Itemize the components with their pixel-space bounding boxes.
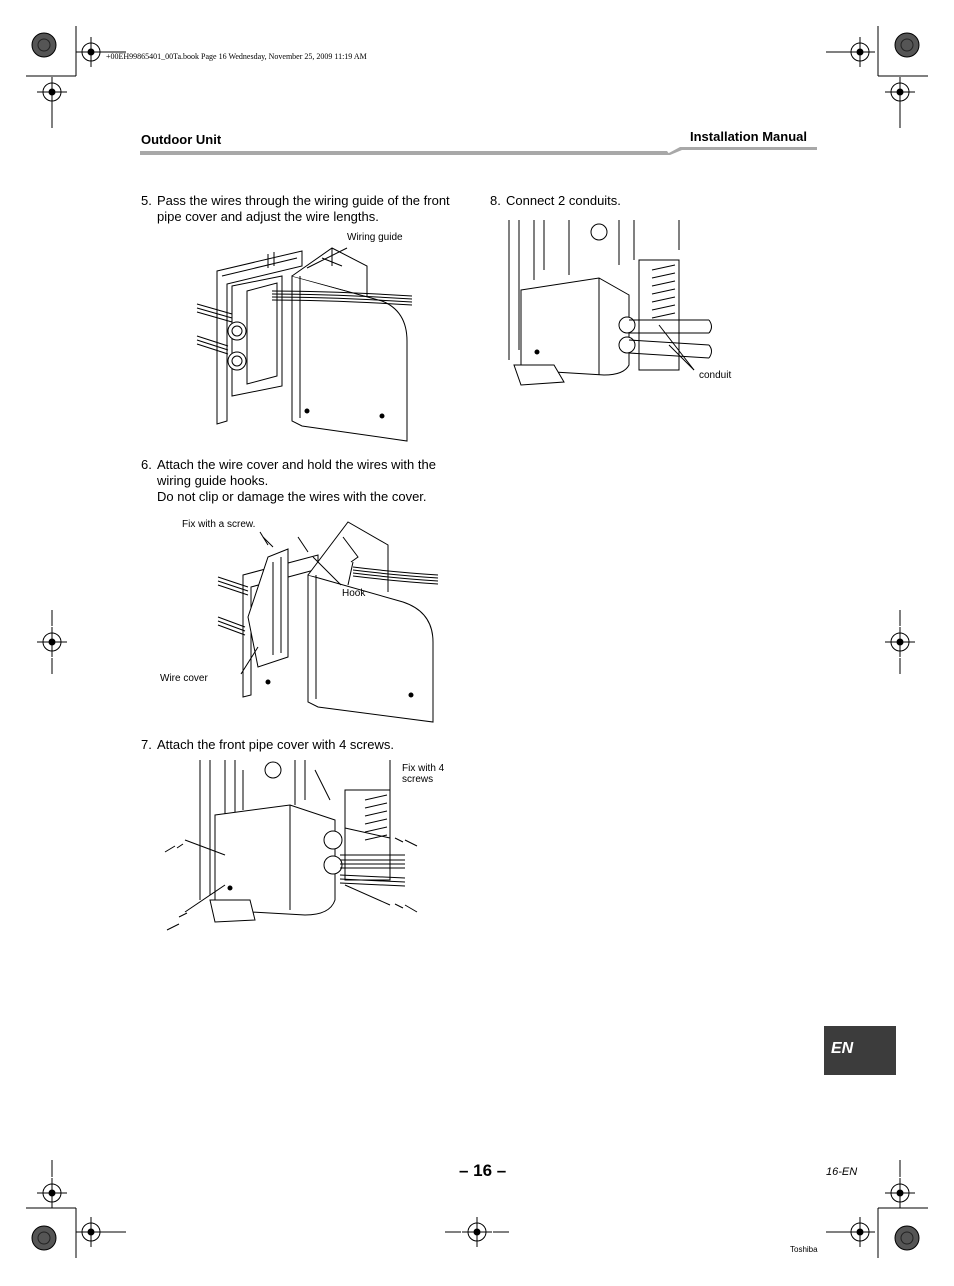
- step-6-line-1: Attach the wire cover and hold the wires with the: [157, 457, 436, 472]
- figure-conduits: [509, 220, 714, 385]
- step-5-number: 5.: [141, 193, 152, 208]
- page-code: 16-EN: [826, 1166, 858, 1178]
- step-7-number: 7.: [141, 737, 152, 752]
- figure-wire-cover: [213, 517, 438, 722]
- figure-wiring-guide: [192, 236, 417, 442]
- step-8-line-1: Connect 2 conduits.: [506, 193, 621, 208]
- callout-wire-cover: Wire cover: [160, 673, 208, 684]
- language-tab-label: EN: [831, 1040, 854, 1057]
- callout-conduit: conduit: [699, 370, 732, 381]
- page-number: – 16 –: [459, 1161, 507, 1180]
- step-7-line-1: Attach the front pipe cover with 4 screws.: [157, 737, 394, 752]
- step-6-line-2: wiring guide hooks.: [157, 473, 269, 488]
- header-section-title: Outdoor Unit: [141, 132, 222, 147]
- step-6-line-3: Do not clip or damage the wires with the cover.: [157, 489, 427, 504]
- step-5: [141, 193, 471, 225]
- step-6-number: 6.: [141, 457, 152, 472]
- step-5-line-1: Pass the wires through the wiring guide of the front: [157, 193, 450, 208]
- callout-hook: Hook: [342, 588, 366, 599]
- callout-fix-with-4-screws: [402, 763, 444, 785]
- callout-fix-with-4-screws-line-2: screws: [402, 774, 434, 785]
- figure-front-pipe-cover-screws: [155, 760, 420, 935]
- brand-name: Toshiba: [790, 1245, 818, 1254]
- step-7: [141, 737, 471, 753]
- language-tab: [824, 1026, 896, 1075]
- step-8: [490, 193, 790, 209]
- callout-fix-with-a-screw: Fix with a screw.: [182, 519, 256, 530]
- callout-fix-with-4-screws-line-1: Fix with 4: [402, 763, 445, 774]
- header-manual-title: Installation Manual: [690, 129, 808, 144]
- step-8-number: 8.: [490, 193, 501, 208]
- step-5-line-2: pipe cover and adjust the wire lengths.: [157, 209, 379, 224]
- step-6: [141, 457, 471, 505]
- callout-wiring-guide: Wiring guide: [347, 232, 403, 243]
- header-rule: [140, 145, 817, 157]
- print-info: +00EH99865401_00Ta.book Page 16 Wednesday, November 25, 2009 11:19 AM: [106, 52, 367, 61]
